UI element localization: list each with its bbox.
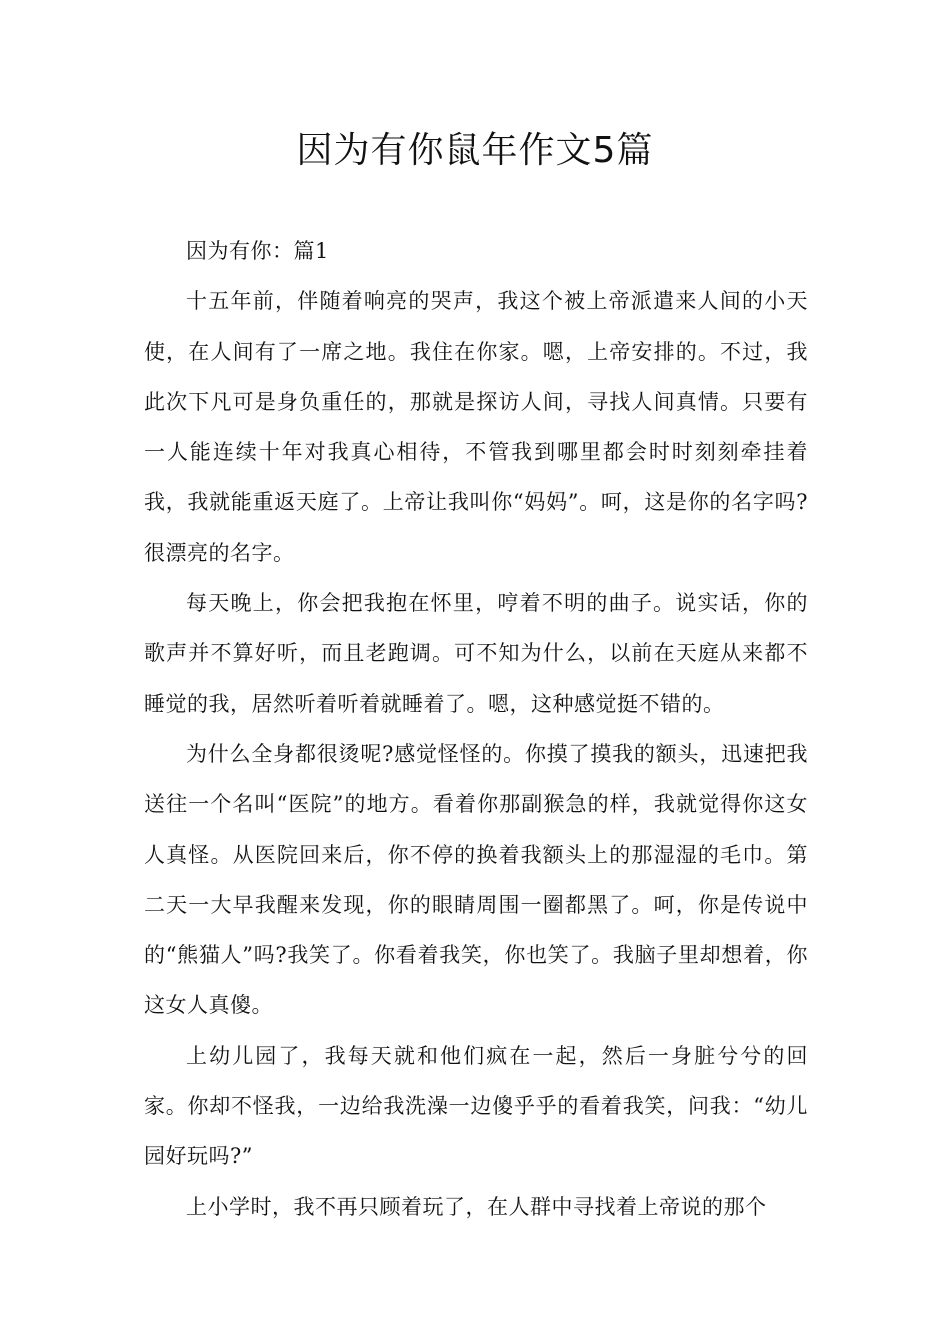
document-body — [144, 226, 808, 1232]
paragraph: 上幼儿园了，我每天就和他们疯在一起，然后一身脏兮兮的回家。你却不怪我，一边给我洗澡一边傻乎乎的看着我笑，问我：“幼儿园好玩吗?” — [144, 1043, 808, 1169]
paragraph: 十五年前，伴随着响亮的哭声，我这个被上帝派遣来人间的小天使，在人间有了一席之地。我住在你家。嗯，上帝安排的。不过，我此次下凡可是身负重任的，那就是探访人间，寻找人间真情。只要有一人能连续十年对我真心相待，不管我到哪里都会时时刻刻牵挂着我，我就能重返天庭了。上帝让我叫你“妈妈”。呵，这是你的名字吗?很漂亮的名字。 — [144, 289, 808, 565]
document-title: 因为有你鼠年作文5篇 — [296, 130, 654, 171]
paragraph: 因为有你：篇1 — [186, 239, 329, 263]
paragraph: 每天晚上，你会把我抱在怀里，哼着不明的曲子。说实话，你的歌声并不算好听，而且老跑调。可不知为什么，以前在天庭从来都不睡觉的我，居然听着听着就睡着了。嗯，这种感觉挺不错的。 — [144, 591, 808, 716]
paragraph: 上小学时，我不再只顾着玩了，在人群中寻找着上帝说的那个 — [186, 1194, 767, 1219]
paragraph: 为什么全身都很烫呢?感觉怪怪的。你摸了摸我的额头，迅速把我送往一个名叫“医院”的地方。看着你那副猴急的样，我就觉得你这女人真怪。从医院回来后，你不停的换着我额头上的那湿湿的毛巾。第二天一大早我醒来发现，你的眼睛周围一圈都黑了。呵，你是传说中的“熊猫人”吗?我笑了。你看着我笑，你也笑了。我脑子里却想着，你这女人真傻。 — [144, 741, 808, 1018]
